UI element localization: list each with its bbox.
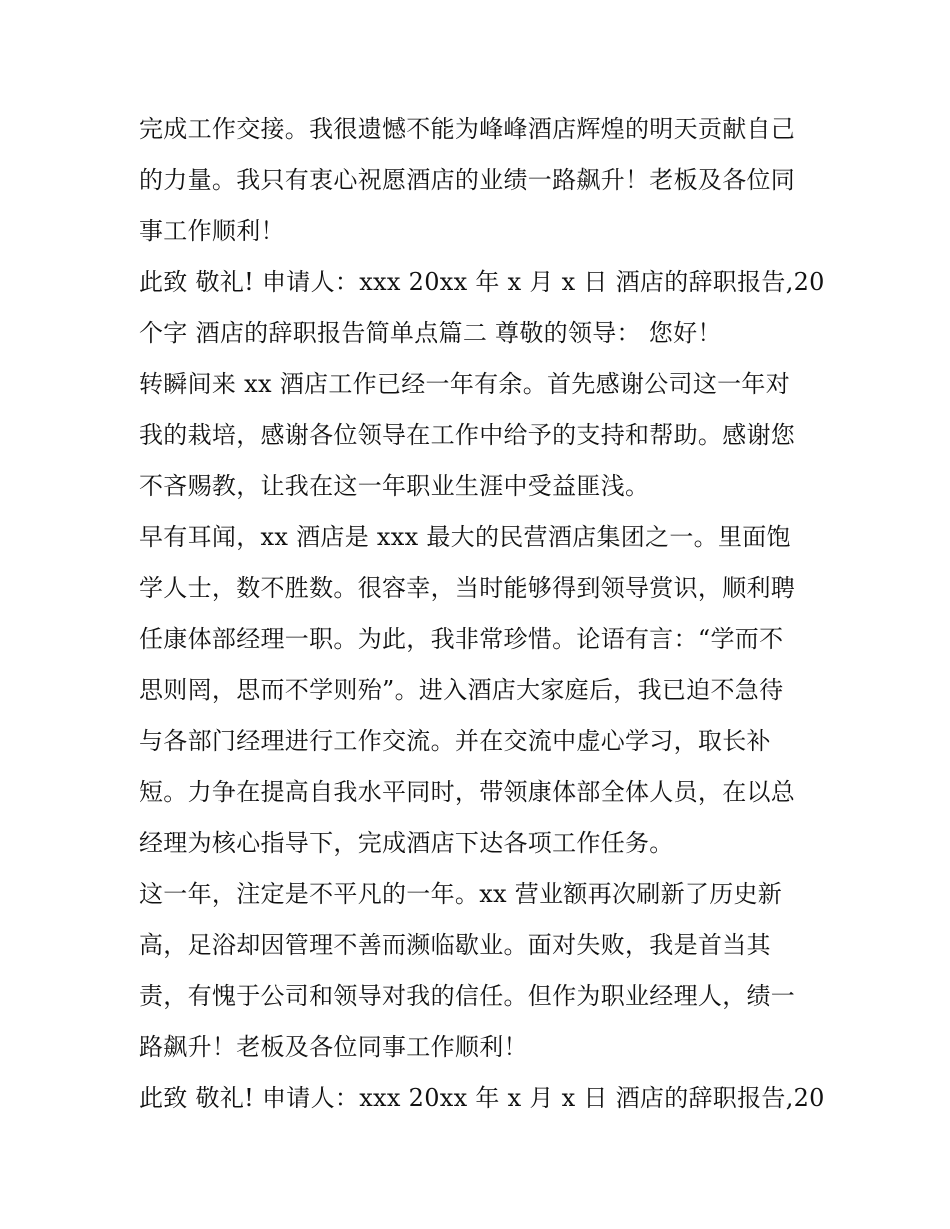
text-line: 短。力争在提高自我水平同时，带领康体部全体人员，在以总 [139,778,796,806]
text-line: 经理为核心指导下，完成酒店下达各项工作任务。 [139,829,674,857]
text-line: 思则罔，思而不学则殆”。进入酒店大家庭后，我已迫不急待 [139,676,784,704]
text-line: 路飙升！老板及各位同事工作顺利！ [139,1033,528,1061]
text-line: 责，有愧于公司和领导对我的信任。但作为职业经理人，绩一 [139,982,796,1010]
text-line: 任康体部经理一职。为此，我非常珍惜。论语有言：“学而不 [139,625,784,653]
text-line: 高，足浴却因管理不善而濒临歇业。面对失败，我是首当其 [139,931,771,959]
text-line: 此致 敬礼! 申请人：xxx 20xx 年 x 月 x 日 酒店的辞职报告,20 [139,1084,825,1112]
text-line: 学人士，数不胜数。很容幸，当时能够得到领导赏识，顺利聘 [139,574,796,602]
text-line: 这一年，注定是不平凡的一年。xx 营业额再次刷新了历史新 [139,880,783,908]
text-line: 不吝赐教，让我在这一年职业生涯中受益匪浅。 [139,472,650,500]
text-line: 转瞬间来 xx 酒店工作已经一年有余。首先感谢公司这一年对 [139,370,791,398]
text-line: 与各部门经理进行工作交流。并在交流中虚心学习，取长补 [139,727,771,755]
text-line: 个字 酒店的辞职报告简单点篇二 尊敬的领导： 您好！ [139,319,722,347]
document-body [139,104,825,1124]
text-line: 的力量。我只有衷心祝愿酒店的业绩一路飙升！老板及各位同 [139,166,796,194]
text-line: 事工作顺利！ [139,217,285,245]
text-line: 早有耳闻，xx 酒店是 xxx 最大的民营酒店集团之一。里面饱 [139,523,791,551]
text-line: 完成工作交接。我很遗憾不能为峰峰酒店辉煌的明天贡献自己 [139,115,796,143]
text-line: 此致 敬礼! 申请人：xxx 20xx 年 x 月 x 日 酒店的辞职报告,20 [139,268,825,296]
text-line: 我的栽培，感谢各位领导在工作中给予的支持和帮助。感谢您 [139,421,796,449]
